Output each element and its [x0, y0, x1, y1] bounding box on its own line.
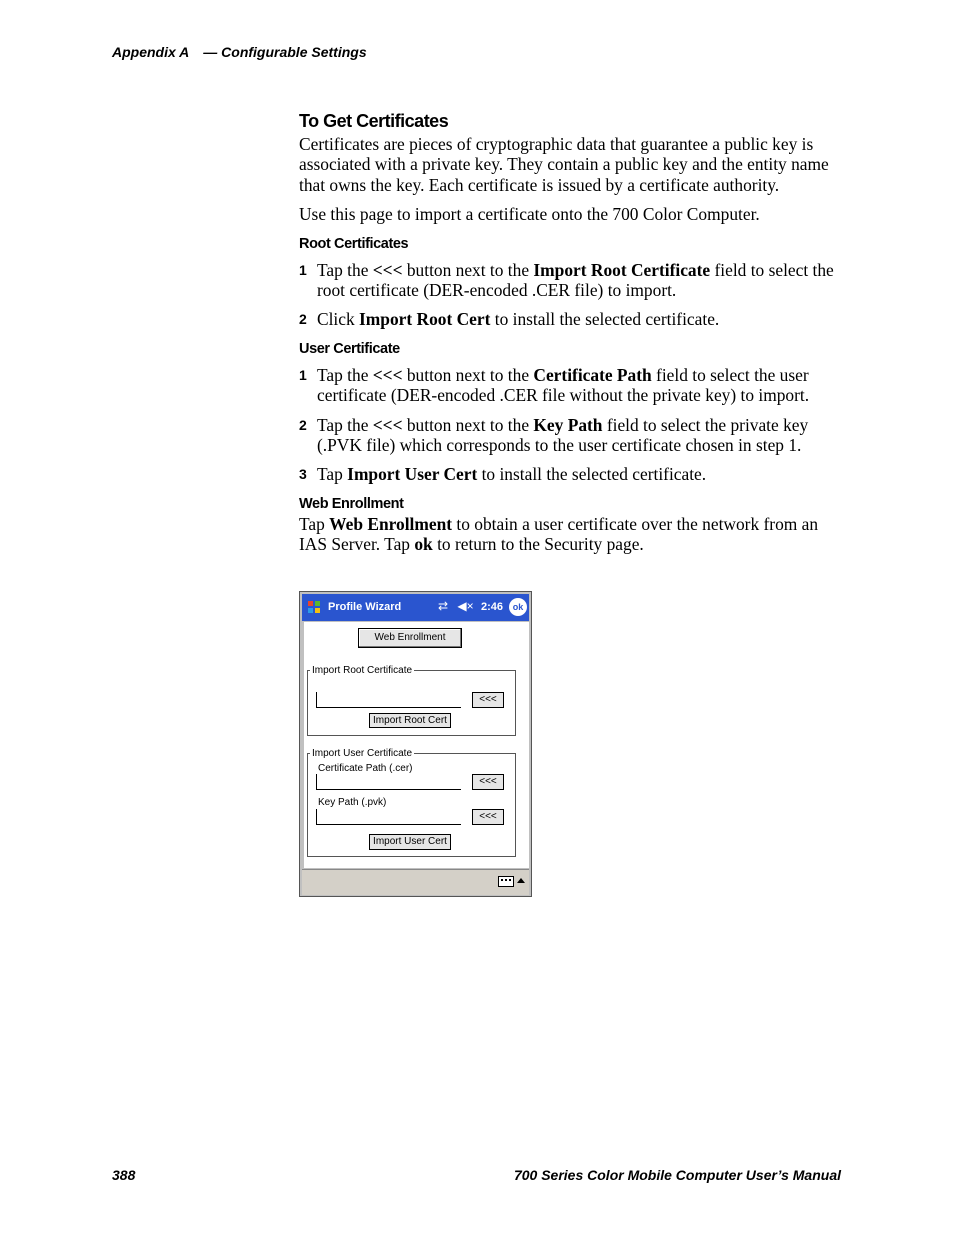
header-title: — Configurable Settings [203, 44, 367, 60]
user-step-1: 1 Tap the <<< button next to the Certificate Path field to select the user certificate (DER-encoded .CER file without the private key) to import. [299, 364, 810, 406]
root-certificate-field[interactable] [316, 692, 461, 708]
root-browse-button[interactable]: <<< [472, 692, 504, 708]
ok-button[interactable]: ok [509, 598, 527, 616]
step-number: 3 [299, 466, 307, 483]
status-icons [438, 599, 503, 613]
clock[interactable]: 2:46 [481, 601, 504, 613]
command-bar [302, 869, 529, 895]
section-heading: To Get Certificates [299, 111, 449, 131]
step-number: 2 [299, 311, 307, 328]
window-title: Profile Wizard [328, 601, 402, 613]
device-screenshot [299, 591, 532, 897]
running-header [112, 44, 367, 60]
user-step-2: 2 Tap the <<< button next to the Key Path field to select the private key (.PVK file) which corresponds to the user certificate chosen in step 1. [299, 414, 809, 456]
input-panel-arrow-icon[interactable] [517, 878, 525, 883]
web-enrollment-heading: Web Enrollment [299, 495, 404, 512]
root-step-1: 1 Tap the <<< button next to the Import Root Certificate field to select the root certificate (DER-encoded .CER file) to import. [299, 259, 834, 301]
key-path-field[interactable] [316, 809, 461, 825]
certificate-path-label: Certificate Path (.cer) [318, 763, 413, 774]
manual-title: 700 Series Color Mobile Computer User’s Manual [513, 1167, 841, 1183]
profile-wizard-screen [304, 622, 529, 868]
speaker-icon[interactable]: ◀× [457, 599, 474, 613]
certificate-path-browse-button[interactable]: <<< [472, 774, 504, 790]
root-certificates-heading: Root Certificates [299, 235, 409, 252]
web-enrollment-button[interactable]: Web Enrollment [358, 628, 462, 648]
certificate-path-field[interactable] [316, 774, 461, 790]
step-number: 2 [299, 416, 307, 433]
key-path-browse-button[interactable]: <<< [472, 809, 504, 825]
import-user-group-label: Import User Certificate [312, 748, 413, 759]
intro-paragraph: Certificates are pieces of cryptographic data that guarantee a public key is associated with a private key. They contain a public key and the entity name that owns the key. Each certificate is issued by a certificate authority. [299, 134, 829, 195]
connectivity-icon[interactable]: ⇄ [438, 599, 449, 613]
header-section: Appendix A [112, 44, 190, 60]
import-user-cert-button[interactable]: Import User Cert [369, 834, 451, 850]
usage-paragraph: Use this page to import a certificate onto the 700 Color Computer. [299, 204, 760, 225]
step-number: 1 [299, 261, 307, 278]
main-content [299, 108, 847, 555]
user-step-3: 3 Tap Import User Cert to install the selected certificate. [299, 464, 707, 485]
step-number: 1 [299, 366, 307, 383]
windows-start-icon[interactable] [306, 599, 322, 615]
key-path-label: Key Path (.pvk) [318, 797, 387, 808]
title-bar [302, 594, 529, 621]
keyboard-icon[interactable] [498, 876, 514, 887]
user-certificate-heading: User Certificate [299, 340, 400, 357]
web-enrollment-paragraph: Tap Web Enrollment to obtain a user certificate over the network from an IAS Server. Tap ok to return to the Security page. [299, 513, 819, 555]
import-root-cert-button[interactable]: Import Root Cert [369, 713, 451, 728]
page-number: 388 [112, 1167, 136, 1183]
root-step-2: 2 Click Import Root Cert to install the selected certificate. [299, 309, 720, 330]
import-root-group-label: Import Root Certificate [312, 665, 413, 676]
